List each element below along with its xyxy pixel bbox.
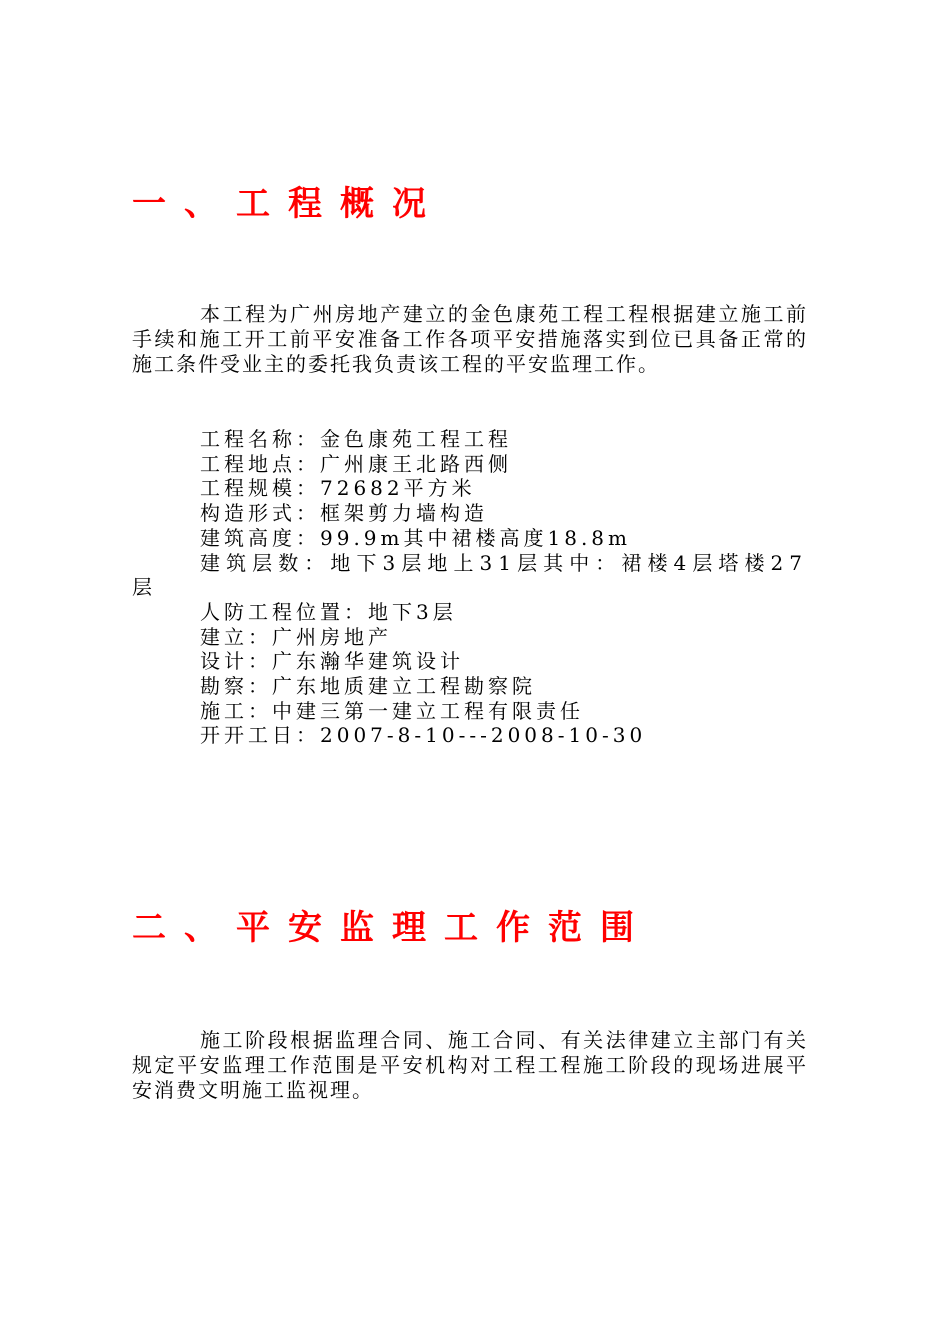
info-designer: 设计：广东瀚华建筑设计	[200, 649, 464, 674]
info-building-height: 建筑高度：99.9m其中裙楼高度18.8m	[200, 525, 631, 550]
info-project-location: 工程地点：广州康王北路西侧	[200, 451, 512, 476]
section-1-paragraph: 本工程为广州房地产建立的金色康苑工程工程根据建立施工前手续和施工开工前平安准备工作各项平安措施落实到位已具备正常的施工条件受业主的委托我负责该工程的平安监理工作。	[132, 302, 808, 376]
info-project-scale: 工程规模：72682平方米	[200, 476, 476, 501]
info-project-name: 工程名称：金色康苑工程工程	[200, 427, 512, 451]
section-2-heading: 二、平安监理工作范围	[132, 908, 652, 948]
info-developer: 建立：广州房地产	[200, 624, 392, 649]
info-civil-defense: 人防工程位置：地下3层	[200, 599, 457, 624]
project-info-list	[132, 427, 808, 748]
info-building-floors: 建筑层数：地下3层地上31层其中：裙楼4层塔楼27层	[132, 550, 808, 600]
section-1-heading: 一、工程概况	[132, 184, 444, 224]
info-schedule: 开开工日：2007-8-10---2008-10-30	[200, 723, 647, 748]
info-survey: 勘察：广东地质建立工程勘察院	[200, 674, 536, 699]
info-structure-form: 构造形式：框架剪力墙构造	[200, 501, 488, 526]
section-2-paragraph: 施工阶段根据监理合同、施工合同、有关法律建立主部门有关规定平安监理工作范围是平安机构对工程工程施工阶段的现场进展平安消费文明施工监视理。	[132, 1028, 808, 1102]
info-construction: 施工：中建三第一建立工程有限责任	[200, 698, 584, 723]
